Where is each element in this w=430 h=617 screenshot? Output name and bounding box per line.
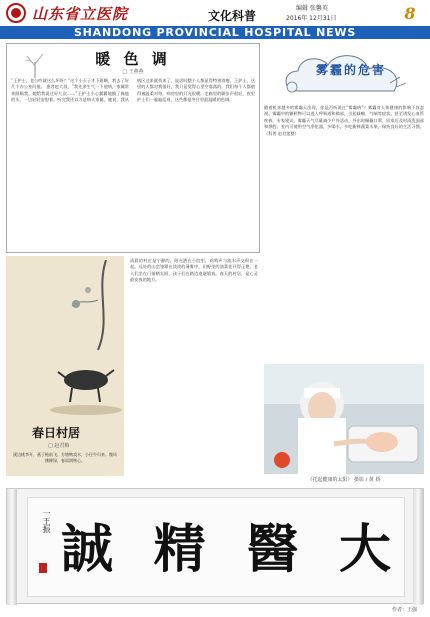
page-number-badge: 8 xyxy=(398,2,422,24)
calligraphy-char: 大 xyxy=(338,518,391,580)
article-author: □ 赵君梅 xyxy=(48,443,70,449)
scroll-rod-right xyxy=(413,489,423,605)
masthead xyxy=(0,0,430,26)
article-title: 暖 色 调 xyxy=(95,50,171,68)
article-title: 春日村居 xyxy=(32,426,81,440)
article-body: 随着机来越多的雾霾天出现，你是否听说过“雾霾病”？雾霾对人体健康的影响不容忽视。雾霾中的颗粒物可以进入呼吸道和肺部，引起咳嗽、气喘等症状，甚至诱发心血管疾病。专家建议，雾霾天气尽量减少户外活动，外出时佩戴口罩，回家后及时清洗面部和鼻腔。室内可使用空气净化器，多喝水，多吃新鲜蔬菜水果，保持良好的生活习惯。（科普 赵君莲整） xyxy=(264,105,424,136)
scroll-rod-left xyxy=(7,489,17,605)
seal-stamp-icon xyxy=(39,563,47,573)
article-spring-village xyxy=(6,256,260,476)
calligraphy-credit: 作者：王强 xyxy=(392,607,418,613)
photo-image xyxy=(264,364,424,474)
section-title: 文化科普 xyxy=(208,9,257,23)
article-body: 清晨的村庄是宁静的。阳光洒在小院里，鸡鸣声与流水声交织在一起。远处的山峦笼罩在淡淡的薄雾中，田野里的油菜花开得正艳。老人们坐在门前晒太阳，孩子们在路边追逐嬉戏。春天的村居，是心灵最安放的地方。 xyxy=(130,258,258,283)
calligraphy-char: 精 xyxy=(153,518,206,580)
poem-text: 溪边桃李开，燕子檐前飞。方塘鸭戏水，小径牛归来。微风拂柳绿，春雨润物心。 xyxy=(13,452,117,463)
photo-caption: 《托起健康的太阳》 摄影 / 黄 娇 xyxy=(307,477,381,483)
banner-text: SHANDONG PROVINCIAL HOSPITAL NEWS xyxy=(73,26,357,39)
spring-sidebar xyxy=(6,256,124,476)
article-title: 雾霾的危害 xyxy=(316,63,387,77)
hospital-logo-icon xyxy=(6,3,26,23)
newspaper-banner xyxy=(0,26,430,39)
hospital-name: 山东省立医院 xyxy=(32,5,129,23)
calligraphy-char: 誠 xyxy=(61,518,114,580)
article-author: □ 王燕燕 xyxy=(122,69,144,75)
calligraphy-signature: 一王振 xyxy=(42,509,51,533)
article-smog-hazards xyxy=(264,43,424,361)
issue-date: 2016年 12月31日 xyxy=(286,15,337,22)
article-body: “王护士，老公咋就这么坏呀？”这个小天子才下班啊，我去了好几个办公室问他。 患者赵大叔，“我先来生气一下他病，家属常来照顾我，她给我说过好几次……”王护士小心翼翼地摸了摸他的头，一边轻轻安慰着。听完我还以为是病人家属，她说，我从病区过来就找来了，说话时整个人都显得特别消瘦。王护士，这里的人都对我很好，我只是觉得心里空落落的。我们每个人都值得被温柔对待。病房里的灯光很暖，走廊里的脚步声很轻，夜里护士们一遍遍巡视，这些都是冬日里最温暖的色调。 xyxy=(11,78,255,103)
calligraphy-char: 醫 xyxy=(246,518,299,580)
editor-info: 编辑 张馨英 xyxy=(296,5,328,12)
nurse-newborn-photo xyxy=(264,364,424,474)
article-warm-tones xyxy=(6,43,260,253)
ink-painting-image xyxy=(36,260,122,420)
calligraphy-characters xyxy=(61,509,391,579)
calligraphy-scroll xyxy=(6,488,424,604)
